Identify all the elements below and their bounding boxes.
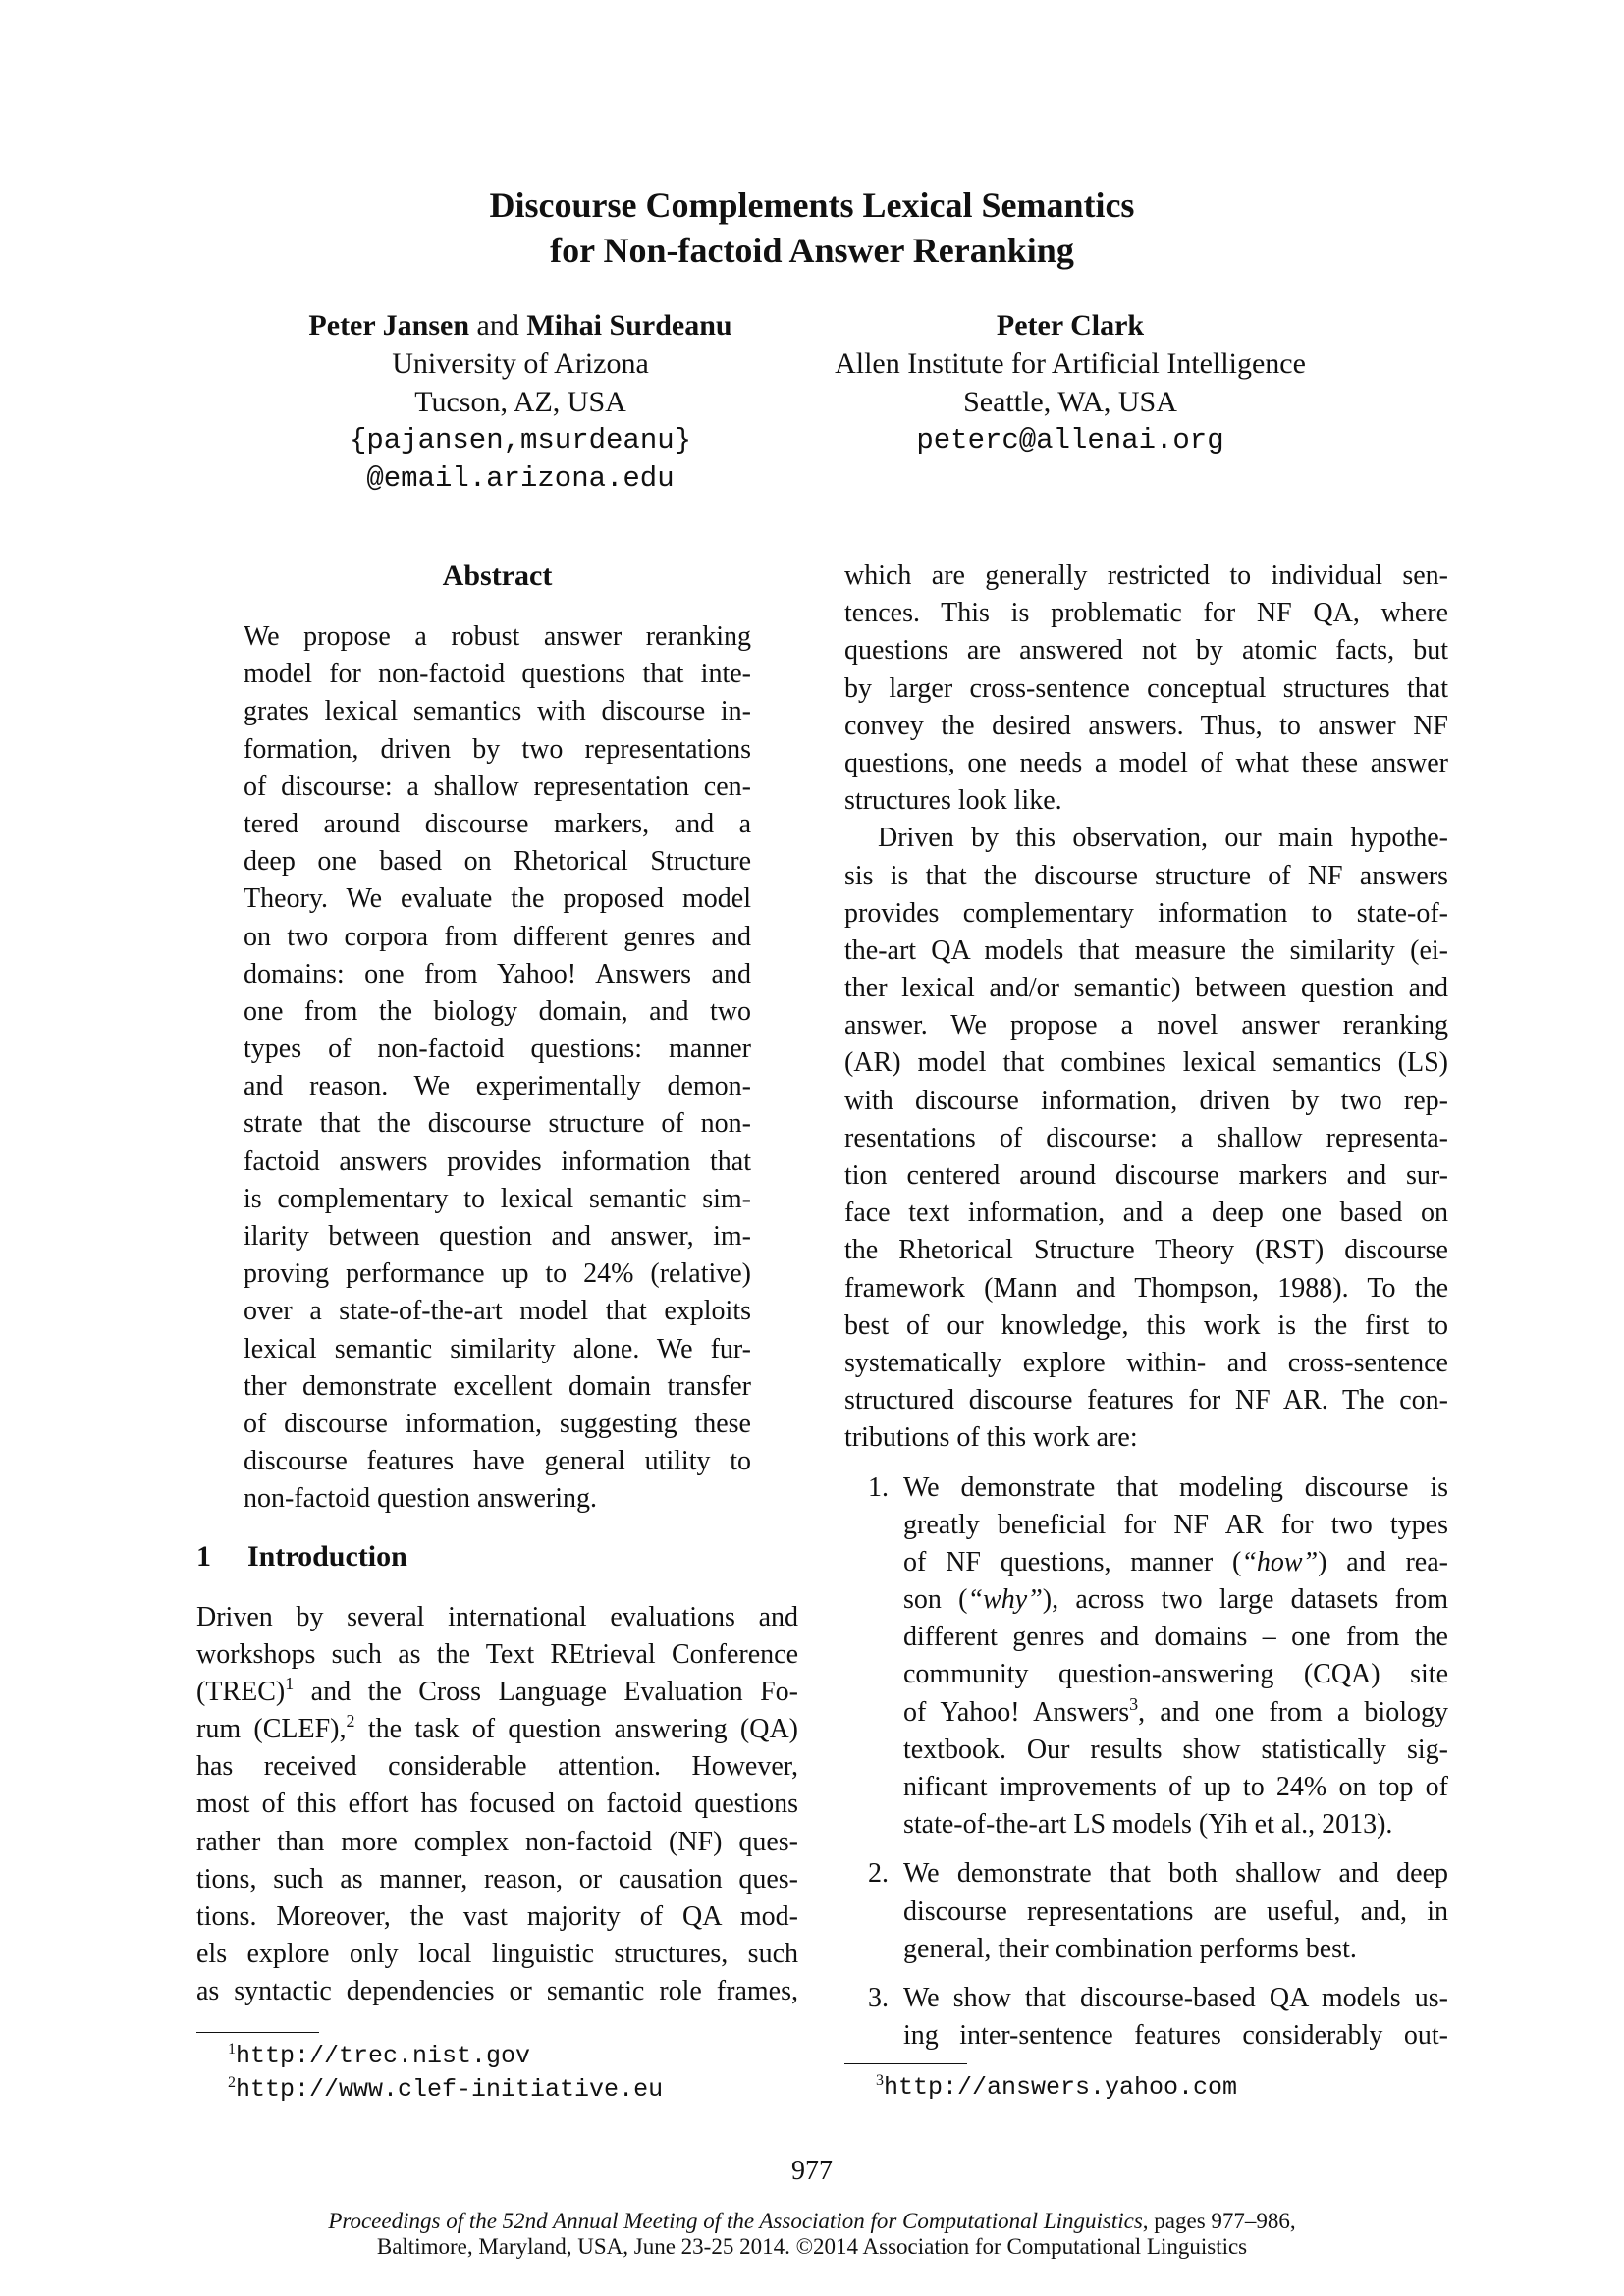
text-line: different genres and domains – one from the xyxy=(903,1622,1448,1653)
author-name-jansen: Peter Jansen xyxy=(308,309,470,342)
text-line: rum (CLEF),$^2$ the task of question answering (QA) xyxy=(196,1711,798,1745)
text-line: resentations of discourse: a shallow representa- xyxy=(844,1122,1448,1153)
text-line: questions are answered not by atomic facts, but xyxy=(844,635,1448,667)
text-line: non-factoid question answering. xyxy=(244,1483,598,1515)
author-block-right xyxy=(795,306,1345,459)
text-line: state-of-the-art LS models (Yih et al., 2013). xyxy=(903,1809,1393,1841)
footer-line-1: Proceedings of the 52nd Annual Meeting of the Association for Computational Linguistics, pages 977–986, xyxy=(328,2209,1296,2233)
author-block-left xyxy=(245,306,795,498)
text-line: on two corpora from different genres and xyxy=(244,921,751,952)
text-line: answer. We propose a novel answer reranking xyxy=(844,1010,1448,1041)
affiliation-right: Allen Institute for Artificial Intelligence xyxy=(835,347,1306,380)
text-line: son (“why”), across two large datasets from xyxy=(903,1584,1448,1616)
text-line: by larger cross-sentence conceptual structures that xyxy=(844,672,1448,704)
footnote-3-url[interactable]: http://answers.yahoo.com xyxy=(884,2073,1238,2102)
email-left-line-2: @email.arizona.edu xyxy=(366,462,675,495)
text-line: textbook. Our results show statistically sig- xyxy=(903,1734,1448,1765)
text-line: nificant improvements of up to 24% on top of xyxy=(903,1772,1448,1802)
intro-paragraph xyxy=(196,1599,798,2011)
text-line: tered around discourse markers, and a xyxy=(244,808,751,839)
text-line: best of our knowledge, this work is the first to xyxy=(844,1309,1448,1341)
text-line: We demonstrate that modeling discourse is xyxy=(903,1471,1448,1503)
footnote-3: $^3$http://answers.yahoo.com xyxy=(876,2072,1238,2102)
text-line: ing inter-sentence features considerably out- xyxy=(903,2020,1448,2052)
text-line: most of this effort has focused on factoid questions xyxy=(196,1789,798,1820)
footnote-2: $^2$http://www.clef-initiative.eu xyxy=(228,2074,664,2104)
text-line: tions, such as manner, reason, or causation ques- xyxy=(196,1863,798,1895)
text-line: lexical semantic similarity alone. We fur- xyxy=(244,1333,751,1364)
text-line: workshops such as the Text REtrieval Conference xyxy=(196,1638,798,1670)
text-line: of discourse: a shallow representation cen- xyxy=(244,771,751,802)
text-line: rather than more complex non-factoid (NF) ques- xyxy=(196,1826,798,1857)
text-line: (AR) model that combines lexical semantics (LS) xyxy=(844,1047,1448,1079)
author-name-clark: Peter Clark xyxy=(996,309,1145,342)
footnote-1-url[interactable]: http://trec.nist.gov xyxy=(236,2042,531,2070)
text-line: which are generally restricted to individual sen- xyxy=(844,561,1448,591)
section-title: Introduction xyxy=(247,1539,407,1573)
list-item-1 xyxy=(844,1469,1448,1844)
text-line: provides complementary information to state-of- xyxy=(844,897,1448,929)
text-line: convey the desired answers. Thus, to answer NF xyxy=(844,710,1448,741)
text-line: sis is that the discourse structure of NF answers xyxy=(844,860,1448,891)
footnote-rule-right xyxy=(844,2063,967,2064)
text-line: factoid answers provides information that xyxy=(244,1146,751,1177)
section-heading-introduction xyxy=(196,1538,798,1575)
text-line: face text information, and a deep one based on xyxy=(844,1198,1448,1229)
text-line: structured discourse features for NF AR. The con- xyxy=(844,1385,1448,1416)
text-line: of discourse information, suggesting these xyxy=(244,1408,751,1439)
title-line-1: Discourse Complements Lexical Semantics xyxy=(489,186,1135,225)
email-left-line-1: {pajansen,msurdeanu} xyxy=(349,424,692,456)
footnote-2-url[interactable]: http://www.clef-initiative.eu xyxy=(236,2075,664,2104)
affiliation-left: University of Arizona xyxy=(392,347,649,380)
text-line: framework (Mann and Thompson, 1988). To the xyxy=(844,1272,1448,1304)
text-line: with discourse information, driven by two rep- xyxy=(844,1085,1448,1116)
author-names-left xyxy=(245,306,795,345)
text-line: discourse representations are useful, and, in xyxy=(903,1896,1448,1927)
paragraph-2 xyxy=(844,820,1448,1457)
text-line: ilarity between question and answer, im- xyxy=(244,1221,751,1252)
text-line: tributions of this work are: xyxy=(844,1422,1138,1454)
text-line: formation, driven by two representations xyxy=(244,733,751,765)
text-line: We propose a robust answer reranking xyxy=(244,621,751,652)
location-left: Tucson, AZ, USA xyxy=(414,386,626,418)
location-right: Seattle, WA, USA xyxy=(963,386,1177,418)
footer-line-2: Baltimore, Maryland, USA, June 23-25 2014. ©2014 Association for Computational Linguistics xyxy=(376,2234,1248,2259)
title-line-2: for Non-factoid Answer Reranking xyxy=(550,231,1074,270)
text-line: as syntactic dependencies or semantic role frames, xyxy=(196,1976,798,2007)
right-column xyxy=(844,558,1448,2066)
text-line: of NF questions, manner (“how”) and rea- xyxy=(903,1546,1448,1577)
text-line: We demonstrate that both shallow and deep xyxy=(903,1858,1448,1890)
text-line: is complementary to lexical semantic sim- xyxy=(244,1183,751,1214)
list-marker: 2. xyxy=(868,1858,889,1890)
text-line: tions. Moreover, the vast majority of QA mod- xyxy=(196,1901,798,1932)
text-line: Driven by several international evaluations and xyxy=(196,1601,798,1632)
text-line: model for non-factoid questions that inte- xyxy=(244,659,751,690)
text-line: of Yahoo! Answers$^3$, and one from a biology xyxy=(903,1693,1448,1728)
text-line: strate that the discourse structure of non- xyxy=(244,1108,751,1140)
footnote-rule-left xyxy=(196,2032,319,2033)
text-line: systematically explore within- and cross-sentence xyxy=(844,1347,1448,1378)
text-line: and reason. We experimentally demon- xyxy=(244,1071,751,1102)
section-number: 1 xyxy=(196,1539,211,1573)
text-line: the-art QA models that measure the similarity (ei- xyxy=(844,934,1448,966)
proceedings-footer xyxy=(0,2209,1624,2260)
abstract-heading: Abstract xyxy=(442,560,553,592)
left-column xyxy=(196,558,798,2011)
text-line: tences. This is problematic for NF QA, where xyxy=(844,598,1448,629)
author-and: and xyxy=(476,309,519,342)
text-line: Theory. We evaluate the proposed model xyxy=(244,883,751,915)
text-line: community question-answering (CQA) site xyxy=(903,1659,1448,1690)
text-line: over a state-of-the-art model that exploits xyxy=(244,1296,751,1327)
footnote-ref: 1 xyxy=(285,1673,295,1693)
text-line: ther lexical and/or semantic) between question and xyxy=(844,973,1448,1004)
text-line: els explore only local linguistic structures, such xyxy=(196,1939,798,1970)
email-right: peterc@allenai.org xyxy=(916,424,1224,456)
paper-title xyxy=(0,183,1624,273)
text-line: greatly beneficial for NF AR for two types xyxy=(903,1509,1448,1540)
footnote-ref: 2 xyxy=(346,1711,355,1732)
text-line: general, their combination performs best. xyxy=(903,1933,1357,1964)
text-line: structures look like. xyxy=(844,785,1062,817)
contributions-list xyxy=(844,1469,1448,2056)
text-line: has received considerable attention. However, xyxy=(196,1751,798,1783)
text-line: deep one based on Rhetorical Structure xyxy=(244,846,751,878)
text-line: grates lexical semantics with discourse in- xyxy=(244,696,751,727)
text-line: the Rhetorical Structure Theory (RST) discourse xyxy=(844,1235,1448,1266)
list-marker: 1. xyxy=(868,1471,889,1503)
intro-rest xyxy=(196,1748,798,2010)
text-line: types of non-factoid questions: manner xyxy=(244,1034,751,1065)
text-line: (TREC)$^1$ and the Cross Language Evaluation Fo- xyxy=(196,1673,798,1707)
text-line: one from the biology domain, and two xyxy=(244,995,751,1027)
text-line: discourse features have general utility to xyxy=(244,1446,751,1477)
text-line: We show that discourse-based QA models us- xyxy=(903,1982,1448,2013)
list-item-2 xyxy=(844,1855,1448,1968)
footnote-1: $^1$http://trec.nist.gov xyxy=(228,2041,531,2070)
text-line: ther demonstrate excellent domain transfer xyxy=(244,1370,751,1402)
list-item-3 xyxy=(844,1980,1448,2055)
text-line: questions, one needs a model of what these answer xyxy=(844,747,1448,778)
paragraph-1 xyxy=(844,558,1448,820)
page-number: 977 xyxy=(791,2156,833,2186)
abstract-body xyxy=(196,618,798,1519)
text-line: tion centered around discourse markers and sur- xyxy=(844,1160,1448,1191)
footnote-ref: 3 xyxy=(1129,1693,1139,1714)
author-name-surdeanu: Mihai Surdeanu xyxy=(526,309,732,342)
list-marker: 3. xyxy=(868,1982,889,2013)
text-line: Driven by this observation, our main hypothe- xyxy=(878,823,1448,854)
text-line: proving performance up to 24% (relative) xyxy=(244,1258,751,1290)
text-line: domains: one from Yahoo! Answers and xyxy=(244,958,751,989)
